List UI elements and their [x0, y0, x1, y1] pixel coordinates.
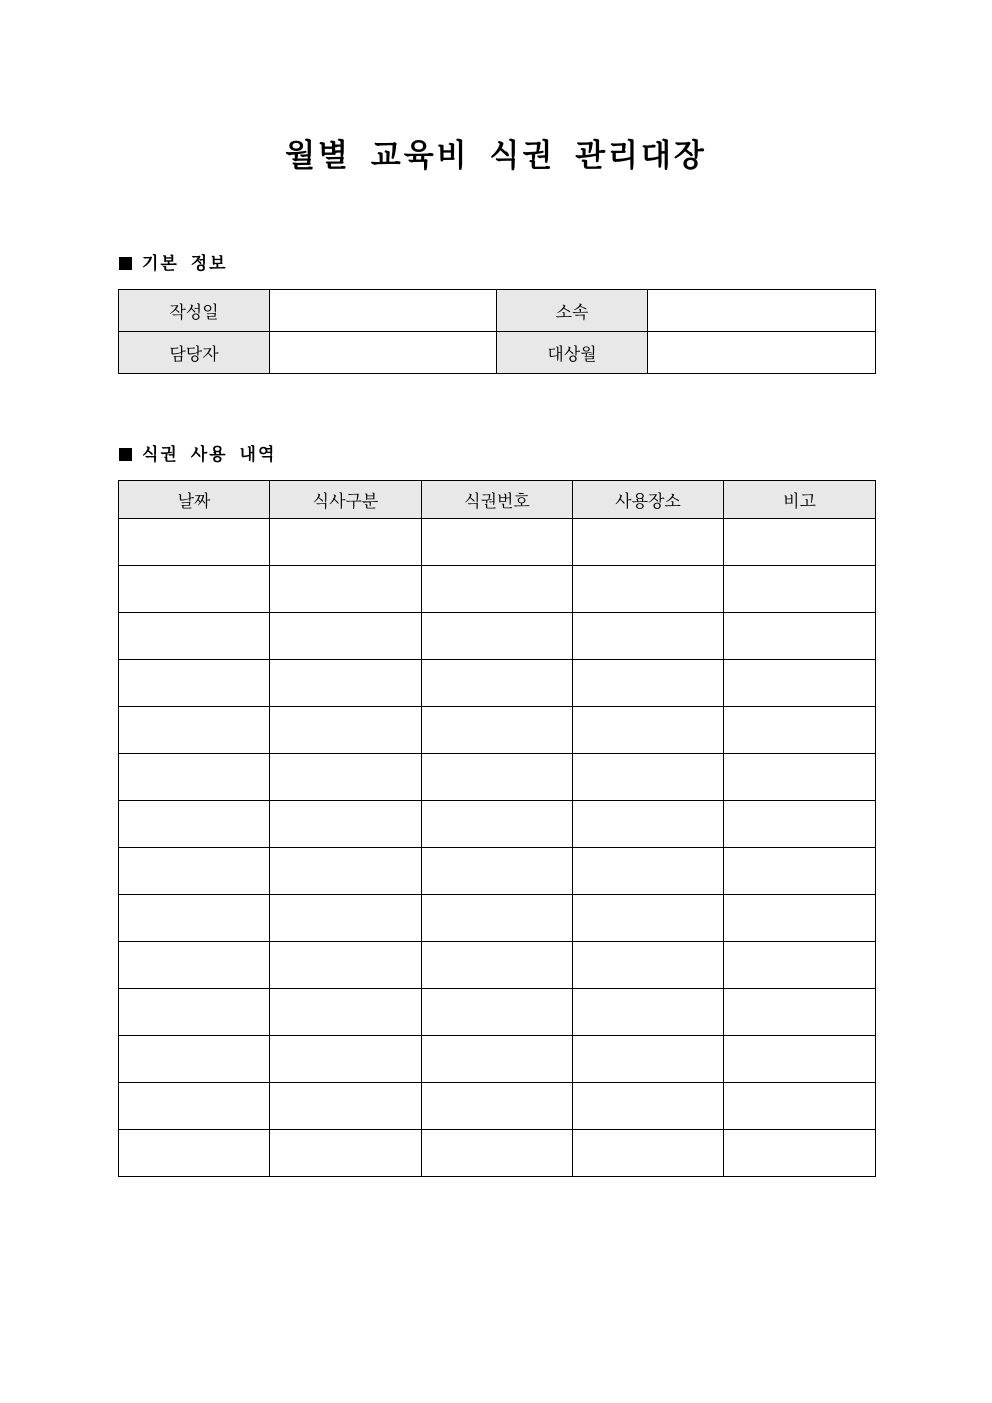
table-row	[119, 895, 876, 942]
square-bullet-icon	[119, 448, 132, 461]
table-row	[119, 1083, 876, 1130]
remarks-cell[interactable]	[724, 895, 876, 942]
date-cell[interactable]	[119, 707, 270, 754]
person-in-charge-field[interactable]	[270, 332, 497, 374]
table-row	[119, 848, 876, 895]
section-heading-label: 기본 정보	[142, 254, 228, 274]
table-row	[119, 519, 876, 566]
usage-table-body	[119, 519, 876, 1177]
column-header-location: 사용장소	[573, 481, 724, 519]
location-cell[interactable]	[573, 1083, 724, 1130]
ticket-number-cell[interactable]	[422, 1130, 573, 1177]
square-bullet-icon	[119, 257, 132, 270]
date-cell[interactable]	[119, 1036, 270, 1083]
table-row	[119, 1130, 876, 1177]
date-cell[interactable]	[119, 566, 270, 613]
date-cell[interactable]	[119, 519, 270, 566]
date-cell[interactable]	[119, 754, 270, 801]
table-row	[119, 332, 876, 374]
date-cell[interactable]	[119, 1130, 270, 1177]
meal-type-cell[interactable]	[270, 989, 422, 1036]
column-header-meal-type: 식사구분	[270, 481, 422, 519]
department-field[interactable]	[648, 290, 876, 332]
meal-type-cell[interactable]	[270, 801, 422, 848]
location-cell[interactable]	[573, 895, 724, 942]
table-row	[119, 1036, 876, 1083]
ticket-number-cell[interactable]	[422, 519, 573, 566]
date-written-field[interactable]	[270, 290, 497, 332]
location-cell[interactable]	[573, 754, 724, 801]
date-cell[interactable]	[119, 660, 270, 707]
remarks-cell[interactable]	[724, 1036, 876, 1083]
meal-type-cell[interactable]	[270, 895, 422, 942]
date-cell[interactable]	[119, 801, 270, 848]
ticket-number-cell[interactable]	[422, 801, 573, 848]
location-cell[interactable]	[573, 942, 724, 989]
section-heading-basic-info	[119, 253, 228, 275]
field-label: 대상월	[497, 332, 648, 374]
usage-table	[118, 480, 876, 1177]
location-cell[interactable]	[573, 613, 724, 660]
basic-info-table	[118, 289, 876, 374]
table-row	[119, 707, 876, 754]
date-cell[interactable]	[119, 1083, 270, 1130]
column-header-date: 날짜	[119, 481, 270, 519]
location-cell[interactable]	[573, 519, 724, 566]
meal-type-cell[interactable]	[270, 1130, 422, 1177]
column-header-ticket-number: 식권번호	[422, 481, 573, 519]
remarks-cell[interactable]	[724, 707, 876, 754]
meal-type-cell[interactable]	[270, 519, 422, 566]
meal-type-cell[interactable]	[270, 942, 422, 989]
field-label: 소속	[497, 290, 648, 332]
ticket-number-cell[interactable]	[422, 613, 573, 660]
ticket-number-cell[interactable]	[422, 848, 573, 895]
ticket-number-cell[interactable]	[422, 1083, 573, 1130]
table-row	[119, 754, 876, 801]
meal-type-cell[interactable]	[270, 566, 422, 613]
meal-type-cell[interactable]	[270, 707, 422, 754]
location-cell[interactable]	[573, 1036, 724, 1083]
field-label: 담당자	[119, 332, 270, 374]
table-row	[119, 660, 876, 707]
location-cell[interactable]	[573, 989, 724, 1036]
meal-type-cell[interactable]	[270, 848, 422, 895]
ticket-number-cell[interactable]	[422, 707, 573, 754]
table-row	[119, 801, 876, 848]
meal-type-cell[interactable]	[270, 1036, 422, 1083]
location-cell[interactable]	[573, 848, 724, 895]
ticket-number-cell[interactable]	[422, 566, 573, 613]
ticket-number-cell[interactable]	[422, 1036, 573, 1083]
target-month-field[interactable]	[648, 332, 876, 374]
remarks-cell[interactable]	[724, 801, 876, 848]
remarks-cell[interactable]	[724, 1130, 876, 1177]
meal-type-cell[interactable]	[270, 660, 422, 707]
remarks-cell[interactable]	[724, 660, 876, 707]
remarks-cell[interactable]	[724, 519, 876, 566]
table-row	[119, 290, 876, 332]
remarks-cell[interactable]	[724, 942, 876, 989]
table-row	[119, 613, 876, 660]
section-heading-label: 식권 사용 내역	[142, 445, 277, 465]
column-header-remarks: 비고	[724, 481, 876, 519]
date-cell[interactable]	[119, 895, 270, 942]
remarks-cell[interactable]	[724, 848, 876, 895]
remarks-cell[interactable]	[724, 989, 876, 1036]
date-cell[interactable]	[119, 989, 270, 1036]
remarks-cell[interactable]	[724, 754, 876, 801]
remarks-cell[interactable]	[724, 613, 876, 660]
table-header-row	[119, 481, 876, 519]
section-heading-usage	[119, 444, 276, 466]
meal-type-cell[interactable]	[270, 754, 422, 801]
table-row	[119, 942, 876, 989]
ticket-number-cell[interactable]	[422, 895, 573, 942]
page-title: 월별 교육비 식권 관리대장	[285, 138, 707, 174]
date-cell[interactable]	[119, 848, 270, 895]
date-cell[interactable]	[119, 613, 270, 660]
ticket-number-cell[interactable]	[422, 942, 573, 989]
location-cell[interactable]	[573, 707, 724, 754]
remarks-cell[interactable]	[724, 1083, 876, 1130]
table-row	[119, 566, 876, 613]
location-cell[interactable]	[573, 660, 724, 707]
ticket-number-cell[interactable]	[422, 989, 573, 1036]
date-cell[interactable]	[119, 942, 270, 989]
table-row	[119, 989, 876, 1036]
ticket-number-cell[interactable]	[422, 754, 573, 801]
location-cell[interactable]	[573, 801, 724, 848]
meal-type-cell[interactable]	[270, 1083, 422, 1130]
ticket-number-cell[interactable]	[422, 660, 573, 707]
location-cell[interactable]	[573, 1130, 724, 1177]
meal-type-cell[interactable]	[270, 613, 422, 660]
location-cell[interactable]	[573, 566, 724, 613]
remarks-cell[interactable]	[724, 566, 876, 613]
field-label: 작성일	[119, 290, 270, 332]
